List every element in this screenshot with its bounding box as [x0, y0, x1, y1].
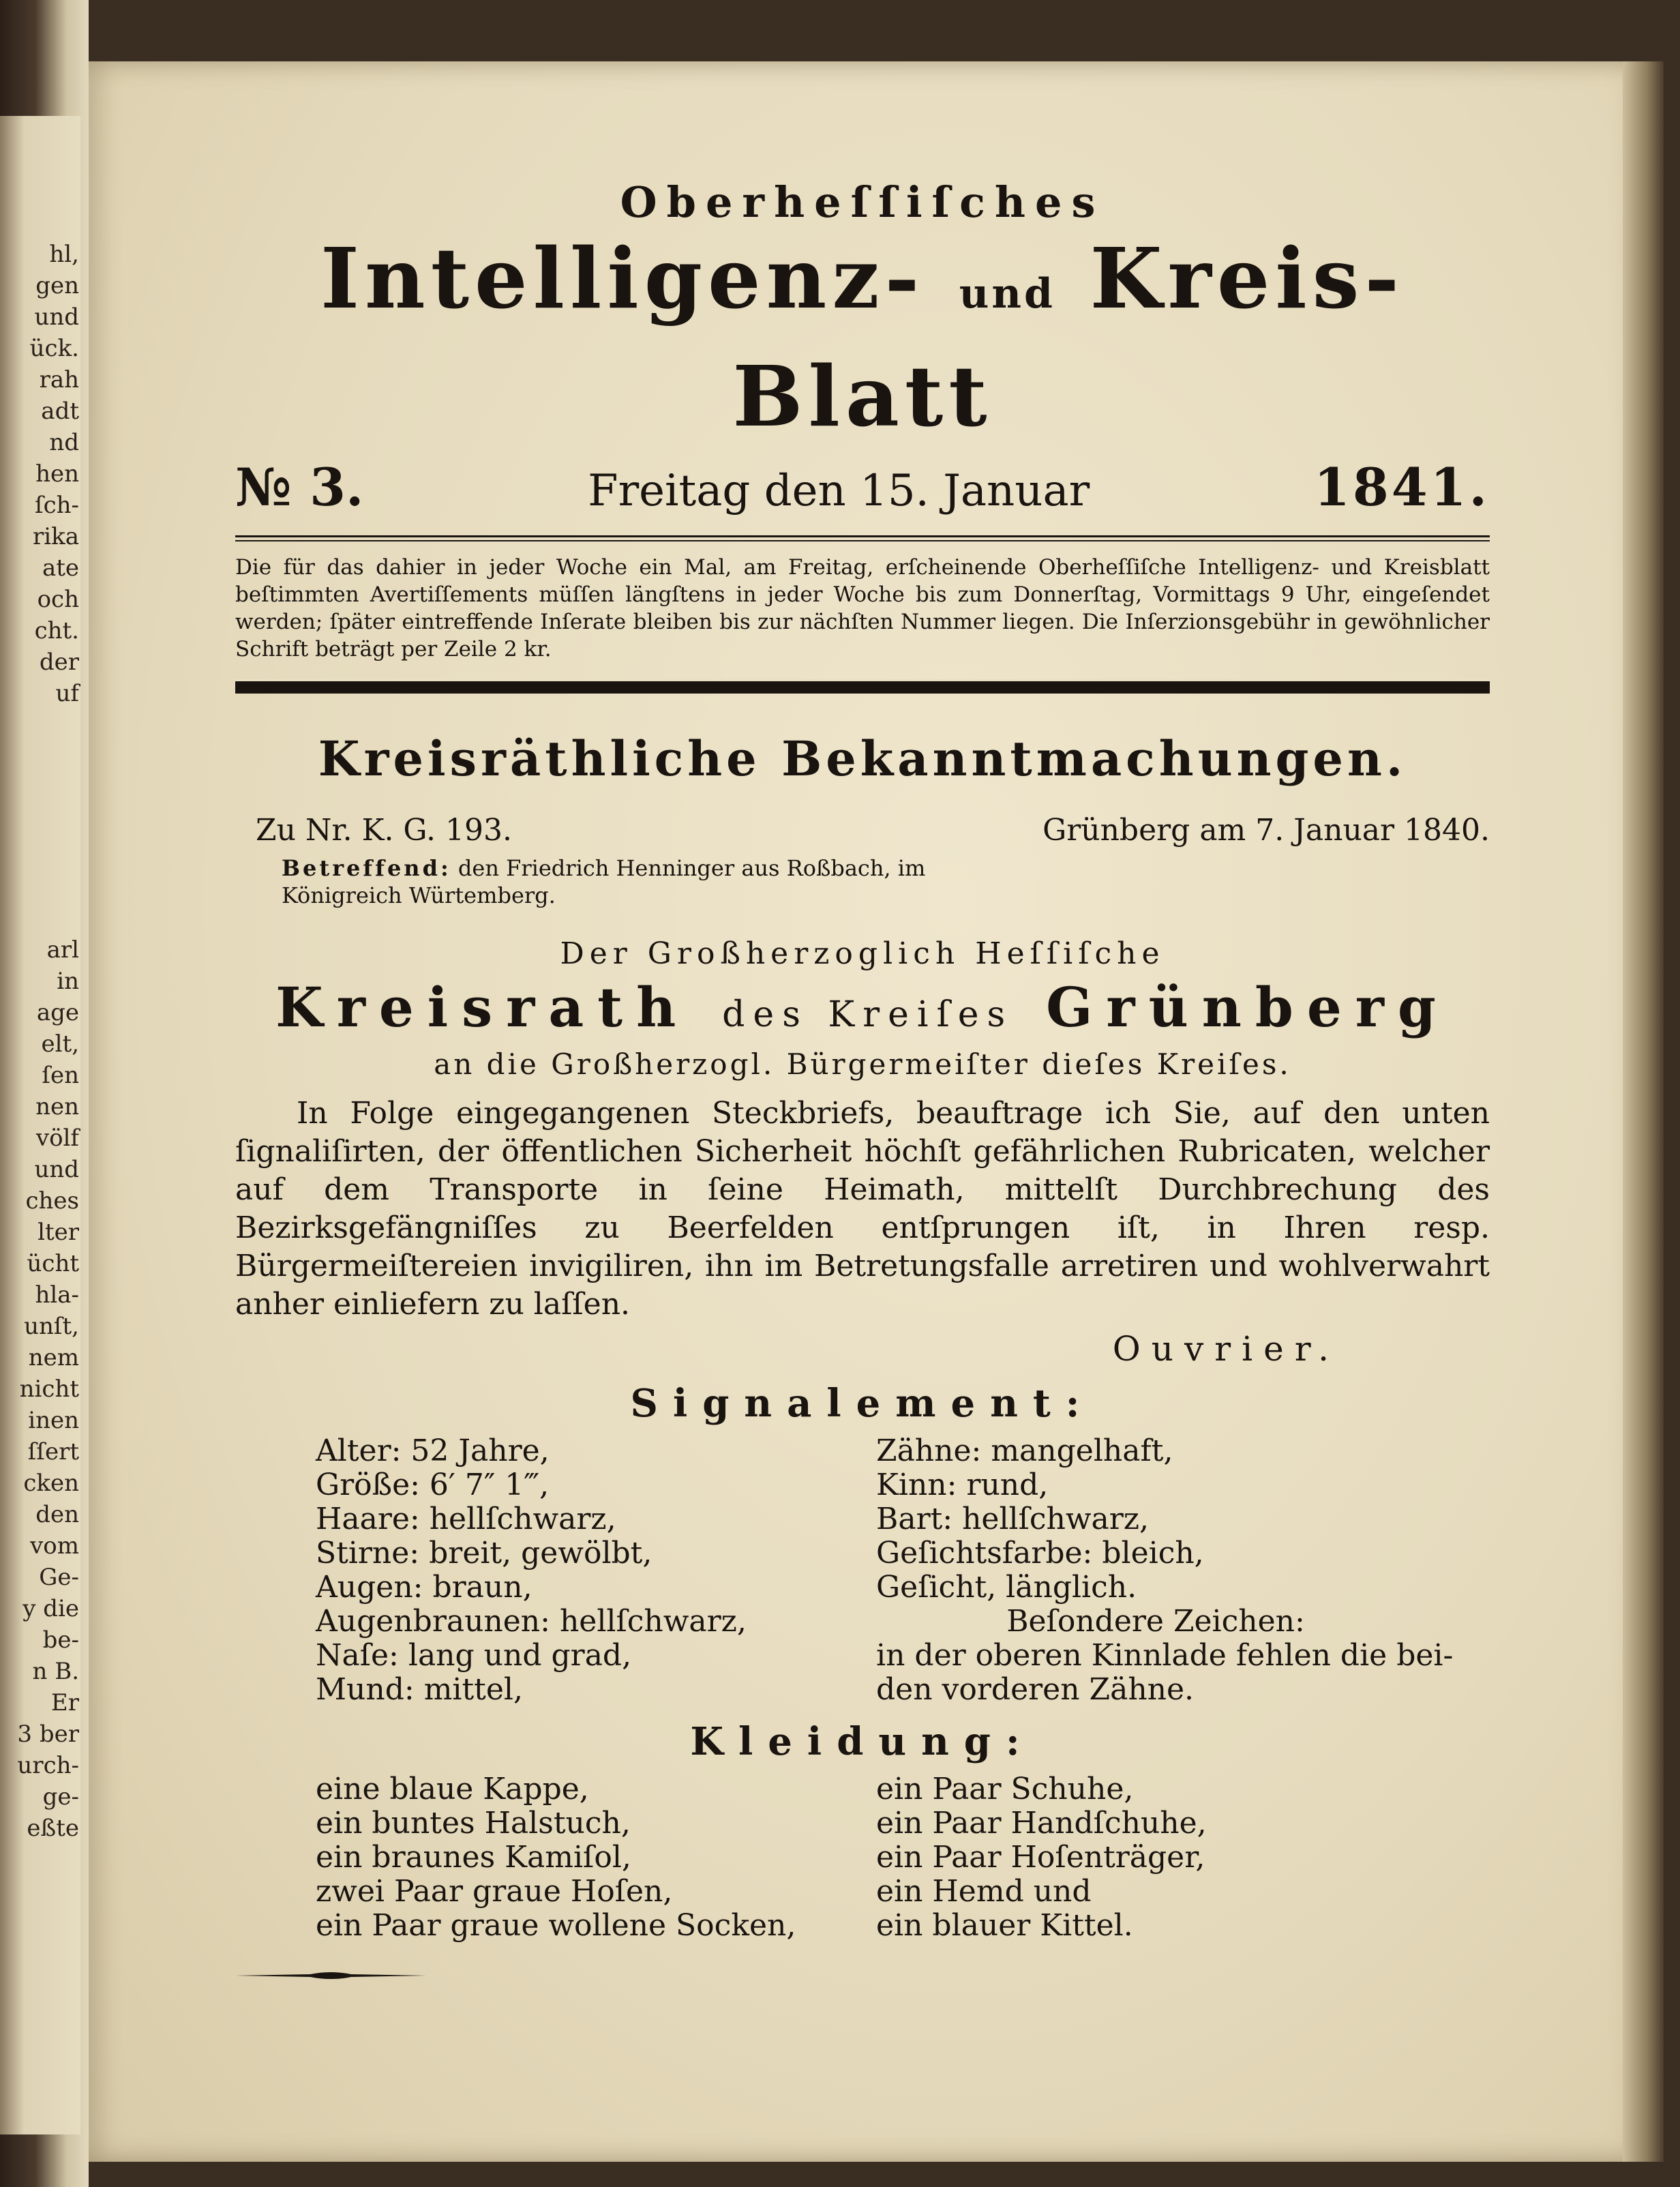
left-page-fragment: ches [25, 1187, 79, 1215]
left-page-fragment: urch- [17, 1752, 79, 1779]
left-page-fragment: cht. [34, 617, 79, 644]
left-page-fragment: uf [55, 680, 79, 707]
list-item: in der oberen Kinnlade fehlen die bei- [876, 1638, 1454, 1673]
left-page-fragment: vom [30, 1532, 79, 1560]
list-item: Geſicht, länglich. [876, 1570, 1137, 1605]
issuer-line-1: Der Großherzoglich Heſſiſche [560, 936, 1165, 971]
left-page-fragment: unſt, [24, 1313, 79, 1340]
kleidung-heading: Kleidung: [690, 1719, 1035, 1764]
signalement-right [876, 1434, 1490, 1707]
left-facing-page [0, 116, 80, 2134]
list-item: Augenbraunen: hellſchwarz, [316, 1604, 747, 1639]
list-item: Bart: hellſchwarz, [876, 1502, 1149, 1536]
place-date: Grünberg am 7. Januar 1840. [1042, 813, 1490, 848]
list-item: eine blaue Kappe, [316, 1772, 589, 1806]
reference-row [235, 813, 1490, 848]
left-page-fragment: nem [28, 1344, 79, 1371]
signalement-heading: Signalement: [630, 1381, 1095, 1426]
kleidung-left [235, 1772, 876, 1943]
ornament-rule-icon [235, 1969, 426, 1982]
left-page-fragment: rah [39, 366, 79, 393]
list-item: Naſe: lang und grad, [316, 1638, 632, 1673]
left-page-fragment: ſen [42, 1062, 79, 1089]
betreff-label: Betreffend: [282, 855, 451, 881]
betreff [235, 854, 950, 909]
list-item: den vorderen Zähne. [876, 1672, 1195, 1707]
list-item: Stirne: breit, gewölbt, [316, 1536, 652, 1571]
notice-body: In Folge eingegangenen Steckbriefs, beauftrage ich Sie, auf den unten ſignaliſirten, der öffentlichen Sicherheit höchſt gefährlichen Rubricaten, welcher auf dem Transporte in ſeine Heimath, mittelſt Durchbrechung des Bezirksgefängniſſes zu Beerfelden entſprungen iſt, in Ihren resp. Bürgermeiſtereien invigiliren, ihn im Betretungsfalle arretiren und wohlverwahrt anher einliefern zu laſſen. [235, 1096, 1490, 1322]
list-item: ein Hemd und [876, 1874, 1092, 1909]
list-item: ein Paar graue wollene Socken, [316, 1908, 796, 1943]
left-page-fragment: eßte [27, 1815, 79, 1842]
left-page-fragment: der [39, 649, 79, 676]
left-page-fragment: ſch- [34, 492, 79, 519]
issuer-line-3: an die Großherzogl. Bürgermeiſter dieſes Kreiſes. [434, 1047, 1291, 1081]
left-page-fragment: och [37, 586, 79, 613]
left-page-fragment: nd [49, 429, 79, 456]
left-page-fragment: elt, [41, 1030, 79, 1058]
list-item: ein Paar Hoſenträger, [876, 1840, 1205, 1875]
left-page-fragment: ſſert [27, 1438, 79, 1466]
kleidung-columns [235, 1772, 1490, 1943]
left-page-fragment: und [34, 303, 79, 331]
list-item: Alter: 52 Jahre, [316, 1433, 550, 1468]
masthead-kicker: Oberheſſiſches [620, 177, 1105, 227]
list-item: zwei Paar graue Hoſen, [316, 1874, 673, 1909]
left-page-fragment: nen [35, 1093, 79, 1120]
list-item: Zähne: mangelhaft, [876, 1433, 1173, 1468]
signalement-columns [235, 1434, 1490, 1707]
signature: Ouvrier. [1112, 1329, 1340, 1369]
issuer-line-2 [235, 975, 1490, 1039]
title-part-1: Intelligenz- [320, 229, 925, 327]
left-page-fragment: gen [35, 272, 79, 299]
list-item: Augen: braun, [316, 1570, 532, 1605]
left-page-fragment: arl [46, 936, 79, 964]
list-item: ein blauer Kittel. [876, 1908, 1133, 1943]
list-item: ein buntes Halstuch, [316, 1806, 631, 1841]
left-page-fragment: hl, [49, 241, 79, 268]
left-page-fragment: age [36, 999, 79, 1026]
page-content [235, 177, 1490, 1985]
issuer-kreisrath: Kreisrath [275, 975, 690, 1039]
left-page-fragment: inen [28, 1407, 79, 1434]
issue-dateline [235, 457, 1490, 518]
list-item: ein Paar Handſchuhe, [876, 1806, 1207, 1841]
left-page-fragment: hla- [35, 1281, 79, 1309]
left-page-fragment: und [34, 1156, 79, 1183]
left-page-fragment: rika [33, 523, 79, 550]
left-page-fragment: y die [22, 1595, 79, 1622]
left-page-fragment: Er [50, 1689, 79, 1716]
left-page-fragment: ge- [42, 1783, 79, 1811]
list-item: Größe: 6′ 7″ 1‴, [316, 1468, 550, 1502]
publication-notice: Die für das dahier in jeder Woche ein Mal, am Freitag, erſcheinende Oberheſſiſche Intelligenz- und Kreisblatt beſtimmten Avertiſſements müſſen längſtens in jeder Woche bis zum Donnerſtag, Vormittags 9 Uhr, eingeſendet werden; ſpäter eintreffende Inſerate bleiben bis zur nächſten Nummer liegen. Die Inſerzionsgebühr in gewöhnlicher Schrift beträgt per Zeile 2 kr. [235, 555, 1490, 661]
header-rule [235, 535, 1490, 541]
issuer-gruenberg: Grünberg [1046, 975, 1450, 1039]
reference-number: Zu Nr. K. G. 193. [256, 813, 512, 848]
left-page-fragment: in [57, 968, 79, 995]
left-page-fragment: adt [41, 398, 79, 425]
left-page-fragment: cken [23, 1470, 79, 1497]
left-page-fragment: den [35, 1501, 79, 1528]
left-page-text-fragments [4, 239, 79, 1844]
left-page-fragment: ücht [27, 1250, 79, 1277]
list-item: ein Paar Schuhe, [876, 1772, 1134, 1806]
kleidung-right [876, 1772, 1490, 1943]
left-page-fragment: be- [42, 1626, 79, 1654]
title-part-2: Kreis-Blatt [732, 229, 1405, 445]
special-marks-heading: Beſondere Zeichen: [1006, 1604, 1305, 1639]
left-page-fragment: völf [35, 1125, 79, 1152]
list-item: Haare: hellſchwarz, [316, 1502, 616, 1536]
issuer-des-kreises: des Kreiſes [722, 994, 1014, 1035]
list-item: Kinn: rund, [876, 1468, 1049, 1502]
masthead-title [235, 227, 1490, 447]
issue-year: 1841. [1314, 457, 1490, 518]
signalement-left [235, 1434, 876, 1707]
issue-date: Freitag den 15. Januar [588, 466, 1090, 516]
list-item: ein braunes Kamiſol, [316, 1840, 631, 1875]
page-stack-edge [1623, 61, 1664, 2162]
left-page-fragment: ate [42, 554, 79, 582]
left-page-fragment: 3 ber [17, 1721, 79, 1748]
fragment-gap [4, 709, 79, 934]
left-page-fragment: n B. [32, 1658, 79, 1685]
left-page-fragment: lter [38, 1219, 79, 1246]
left-page-fragment: ück. [29, 335, 79, 362]
issue-number: № 3. [235, 457, 364, 518]
section-divider [235, 679, 1490, 691]
title-und: und [959, 270, 1055, 318]
left-page-fragment: hen [35, 460, 79, 488]
list-item: Mund: mittel, [316, 1672, 523, 1707]
list-item: Geſichtsfarbe: bleich, [876, 1536, 1204, 1571]
betreff-text: den Friedrich Henninger aus Roßbach, im Königreich Würtemberg. [282, 855, 926, 908]
left-page-fragment: nicht [19, 1375, 79, 1403]
left-page-fragment: Ge- [39, 1564, 79, 1591]
section-title: Kreisräthliche Bekanntmachungen. [318, 730, 1407, 787]
